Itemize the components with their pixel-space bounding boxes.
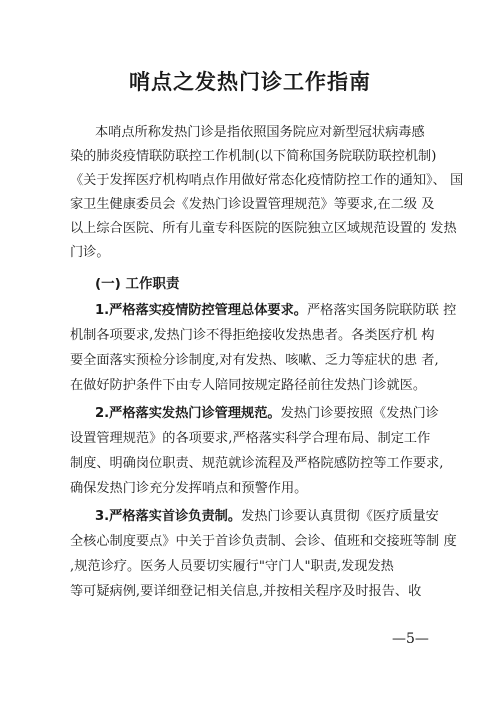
item-heading: 3.严格落实首诊负责制。 <box>95 509 242 524</box>
intro-line: 《关于发挥医疗机构哨点作用做好常态化疫情防控工作的通知》、 国 <box>70 173 464 188</box>
item-first-line <box>95 405 450 423</box>
item-line: 确保发热门诊充分发挥哨点和预警作用。 <box>70 481 308 496</box>
item-text: 严格落实国务院联防联 控 <box>307 303 457 318</box>
item-heading: 2.严格落实发热门诊管理规范。 <box>95 406 281 421</box>
intro-line: 门诊。 <box>70 245 110 260</box>
intro-line: 以上综合医院、所有儿童专科医院的医院独立区域规范设置的 发热 <box>70 221 457 236</box>
intro-line: 家卫生健康委员会《发热门诊设置管理规范》等要求,在二级 及 <box>70 197 435 212</box>
item-line: 全核心制度要点》中关于首诊负责制、会诊、值班和交接班等制 度 <box>70 534 457 549</box>
item-first-line <box>95 302 457 320</box>
item-heading: 1.严格落实疫情防控管理总体要求。 <box>95 303 307 318</box>
item-text: 发热门诊要按照《发热门诊 <box>280 406 439 421</box>
section-heading: (一) 工作职责 <box>95 276 180 292</box>
item-line: 要全面落实预检分诊制度,对有发热、咳嗽、乏力等症状的患 者, <box>70 353 439 368</box>
item-line: 机制各项要求,发热门诊不得拒绝接收发热患者。各类医疗机 构 <box>70 328 435 343</box>
page-title: 哨点之发热门诊工作指南 <box>129 70 371 94</box>
item-line: ,规范诊疗。医务人员要切实履行"守门人"职责,发现发热 <box>70 559 394 574</box>
item-text: 发热门诊要认真贯彻《医疗质量安 <box>241 509 439 524</box>
item-first-line <box>95 508 450 526</box>
page-number: —5— <box>392 631 429 647</box>
item-line: 等可疑病例,要详细登记相关信息,并按相关程序及时报告、收 <box>70 584 422 599</box>
item-line: 制度、明确岗位职责、规范就诊流程及严格院感防控等工作要求, <box>70 456 444 471</box>
item-line: 设置管理规范》的各项要求,严格落实科学合理布局、制定工作 <box>70 431 431 446</box>
intro-line: 染的肺炎疫情联防联控工作机制(以下简称国务院联防联控机制) <box>70 149 437 164</box>
item-line: 在做好防护条件下由专人陪同按规定路径前往发热门诊就医。 <box>70 378 427 393</box>
intro-line: 本哨点所称发热门诊是指依照国务院应对新型冠状病毒感 <box>95 125 425 140</box>
